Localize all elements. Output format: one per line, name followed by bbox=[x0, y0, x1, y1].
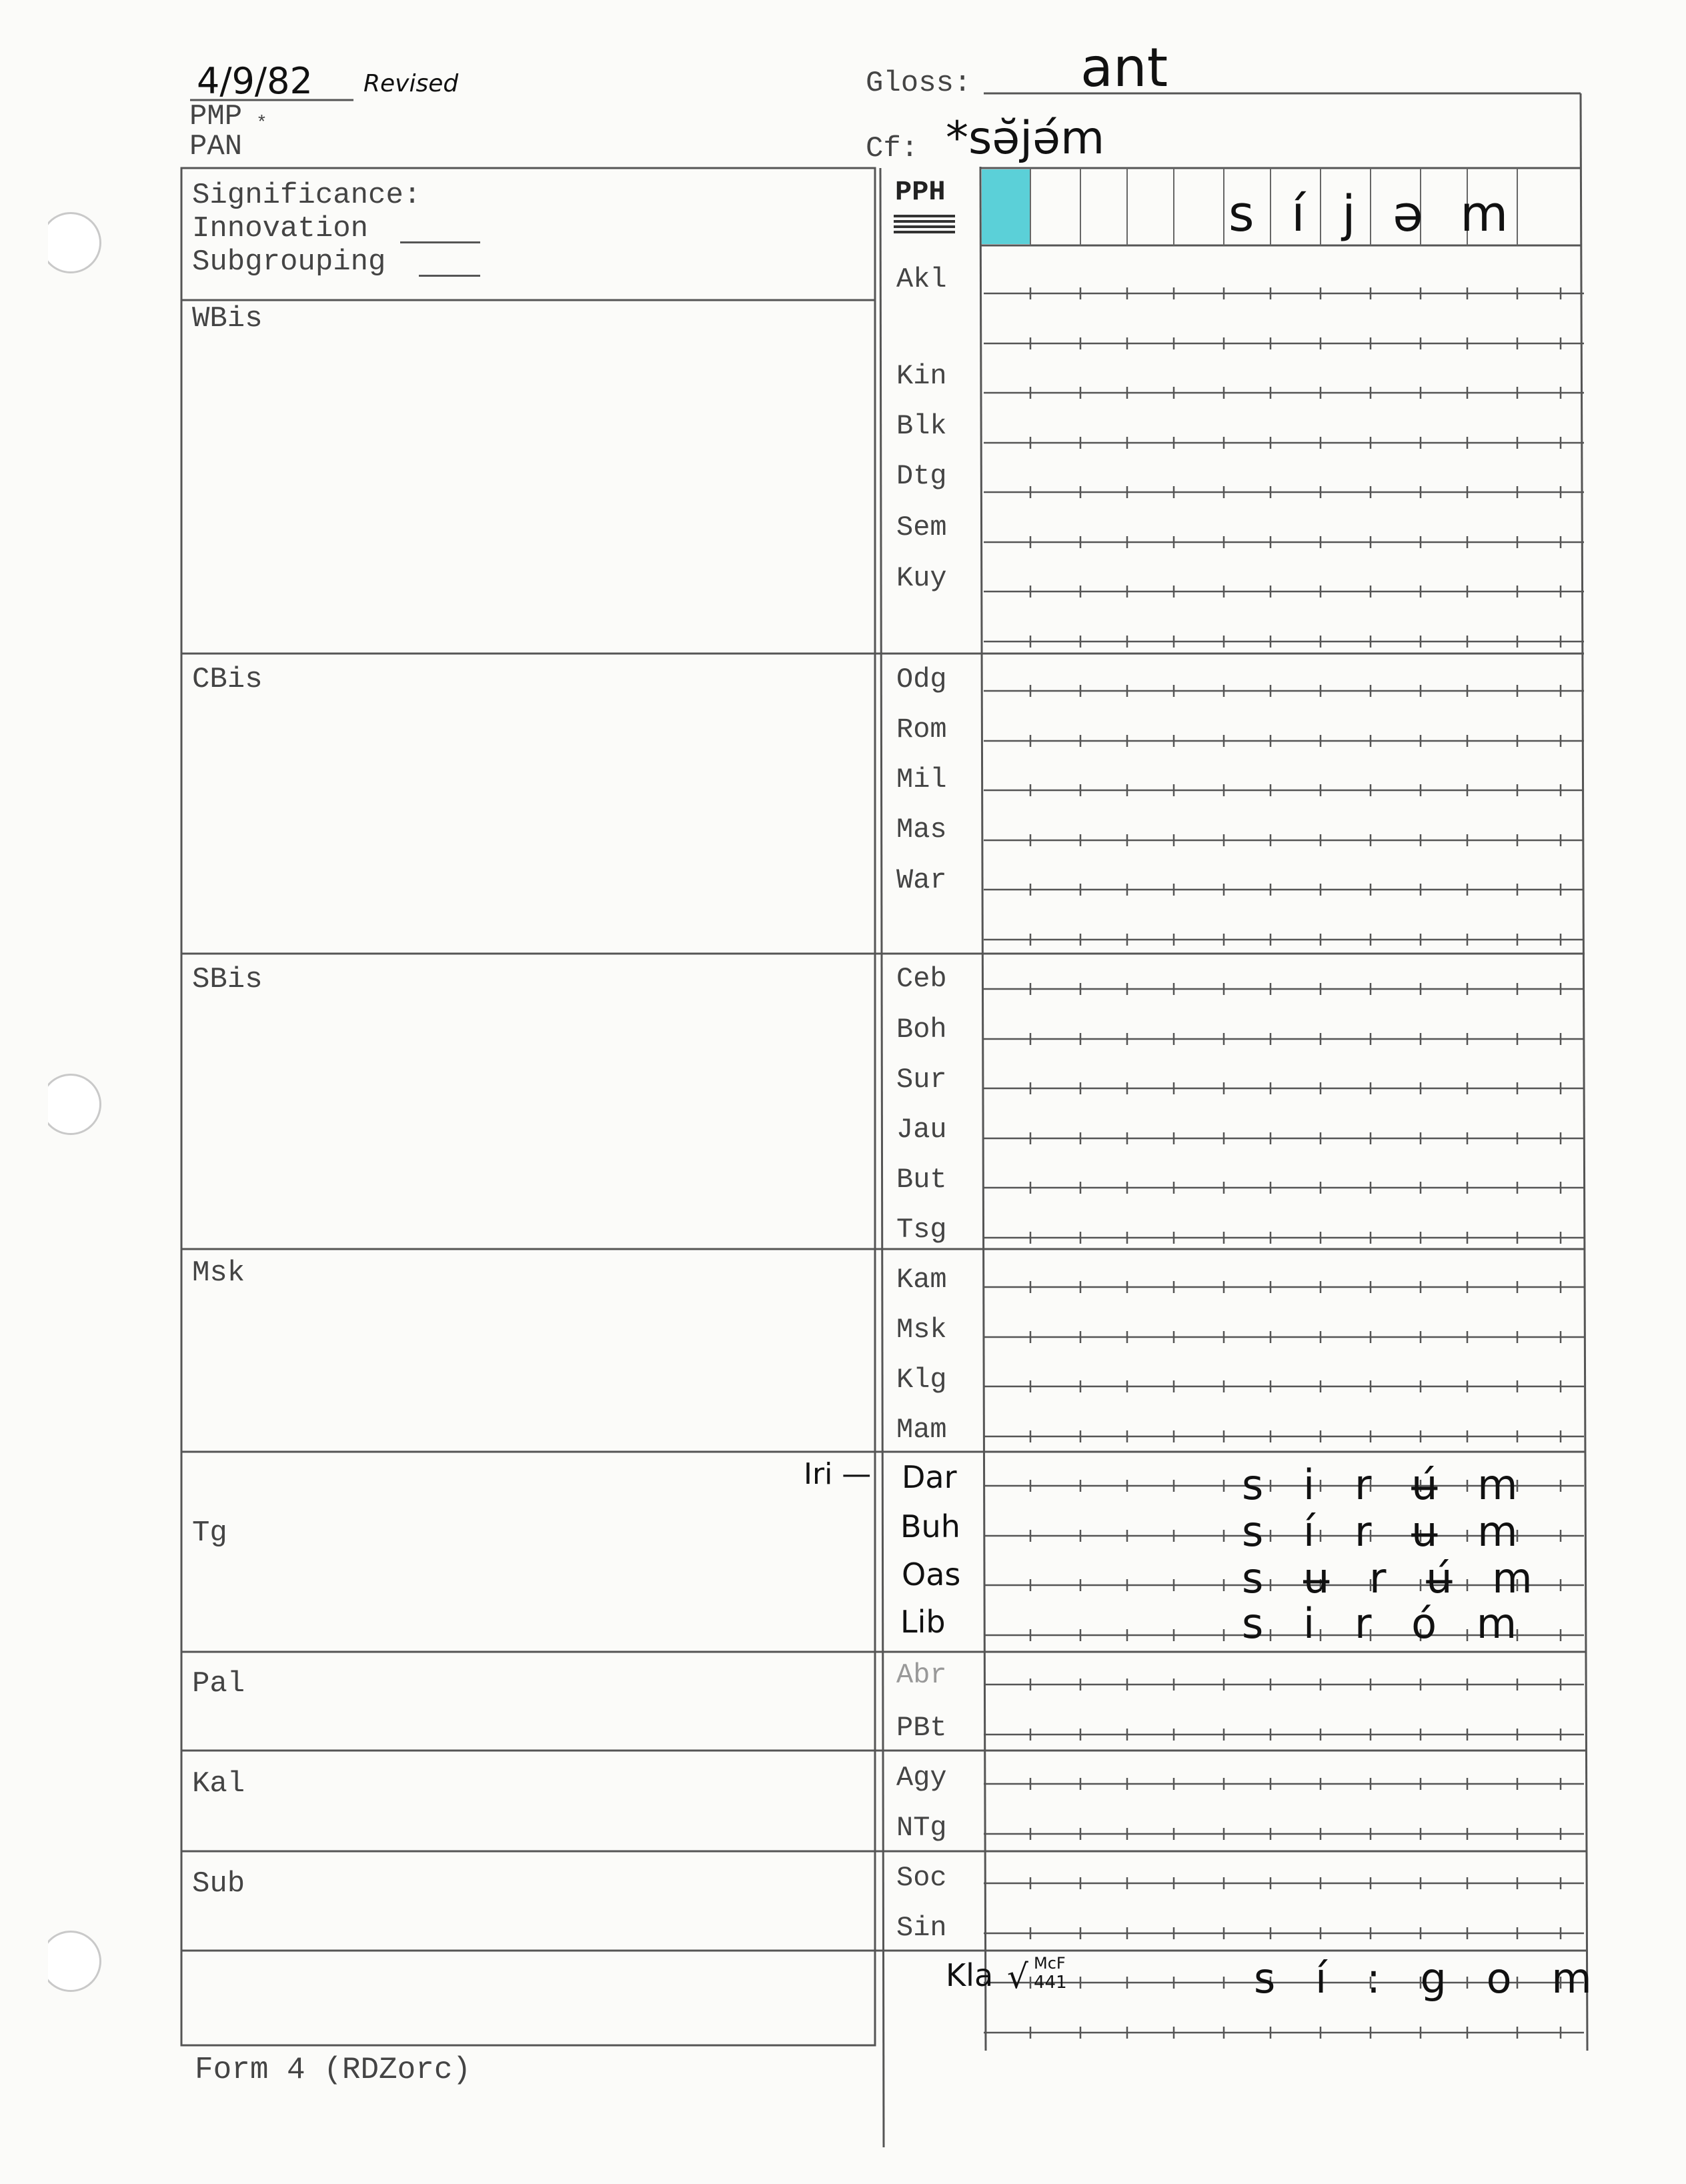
lang-sem: Sem bbox=[896, 511, 947, 543]
lang-lib: Lib bbox=[900, 1604, 946, 1640]
lang-kin: Kin bbox=[896, 360, 947, 392]
lang-blk: Blk bbox=[896, 410, 947, 442]
lang-ceb: Ceb bbox=[896, 963, 947, 995]
lang-kla: Kla bbox=[946, 1957, 994, 1993]
innovation-label: Innovation bbox=[192, 212, 369, 245]
kla-check-mark: √ bbox=[1007, 1957, 1028, 1996]
entry-dar: s i r ʉ́ m bbox=[1242, 1460, 1531, 1509]
lang-ntg: NTg bbox=[896, 1812, 947, 1844]
entry-buh: s í r ʉ m bbox=[1242, 1507, 1531, 1556]
pph-highlight-cell bbox=[982, 169, 1030, 244]
section-msk-title: Msk bbox=[192, 1256, 245, 1290]
entry-kla: s í : g o m bbox=[1254, 1954, 1605, 2003]
form-footer: Form 4 (RDZorc) bbox=[195, 2053, 472, 2087]
pan-label: PAN bbox=[189, 130, 243, 163]
tg-prefix: Iri — bbox=[804, 1457, 872, 1491]
lang-kuy: Kuy bbox=[896, 562, 947, 594]
proto-label: PPH bbox=[895, 176, 946, 208]
lang-abr: Abr bbox=[896, 1659, 947, 1691]
section-cbis-title: CBis bbox=[192, 663, 263, 696]
lang-war: War bbox=[896, 864, 947, 896]
revised-note: Revised bbox=[363, 70, 459, 97]
gloss-value: ant bbox=[1080, 37, 1168, 99]
lang-klg: Klg bbox=[896, 1364, 947, 1396]
lang-rom: Rom bbox=[896, 714, 947, 746]
section-sbis-title: SBis bbox=[192, 963, 263, 996]
lang-akl: Akl bbox=[896, 263, 947, 295]
lang-tsg: Tsg bbox=[896, 1214, 947, 1246]
lang-mas: Mas bbox=[896, 814, 947, 846]
pmp-mark: * bbox=[256, 113, 267, 134]
lang-buh: Buh bbox=[900, 1508, 960, 1544]
lang-boh: Boh bbox=[896, 1014, 947, 1046]
lang-agy: Agy bbox=[896, 1762, 947, 1794]
lang-oas: Oas bbox=[902, 1556, 961, 1592]
lang-pbt: PBt bbox=[896, 1712, 947, 1744]
lang-kam: Kam bbox=[896, 1264, 947, 1296]
kla-ref-bottom: 441 bbox=[1034, 1973, 1067, 1993]
lang-dar: Dar bbox=[902, 1459, 957, 1495]
date: 4/9/82 bbox=[197, 60, 313, 102]
lang-odg: Odg bbox=[896, 664, 947, 696]
lang-but: But bbox=[896, 1164, 947, 1196]
struck-label bbox=[894, 215, 955, 233]
lang-jau: Jau bbox=[896, 1114, 947, 1146]
gloss-label: Gloss: bbox=[866, 67, 972, 100]
innovation-blank[interactable] bbox=[400, 241, 480, 243]
lang-mil: Mil bbox=[896, 764, 947, 796]
proto-form: s í j ǝ m bbox=[1228, 185, 1519, 243]
section-sub-title: Sub bbox=[192, 1867, 245, 1901]
lang-sin: Sin bbox=[896, 1912, 947, 1944]
cf-value: *sǝ̆jǝ́m bbox=[946, 112, 1105, 165]
section-kal-title: Kal bbox=[192, 1767, 245, 1801]
cf-label: Cf: bbox=[866, 132, 919, 165]
lang-soc: Soc bbox=[896, 1862, 947, 1894]
subgrouping-label: Subgrouping bbox=[192, 245, 386, 279]
pmp-label: PMP bbox=[189, 100, 243, 133]
subgrouping-blank[interactable] bbox=[419, 275, 480, 277]
entry-oas: s ʉ r ʉ́ m bbox=[1242, 1554, 1546, 1602]
entry-lib: s i r ó m bbox=[1242, 1599, 1531, 1648]
section-tg-title: Tg bbox=[192, 1516, 227, 1550]
significance-title: Significance: bbox=[192, 179, 422, 212]
lang-msk: Msk bbox=[896, 1314, 947, 1346]
kla-ref-top: McF bbox=[1034, 1954, 1066, 1973]
lang-mam: Mam bbox=[896, 1414, 947, 1446]
lang-dtg: Dtg bbox=[896, 460, 947, 492]
section-wbis-title: WBis bbox=[192, 302, 263, 335]
lang-sur: Sur bbox=[896, 1064, 947, 1096]
section-pal-title: Pal bbox=[192, 1667, 245, 1701]
